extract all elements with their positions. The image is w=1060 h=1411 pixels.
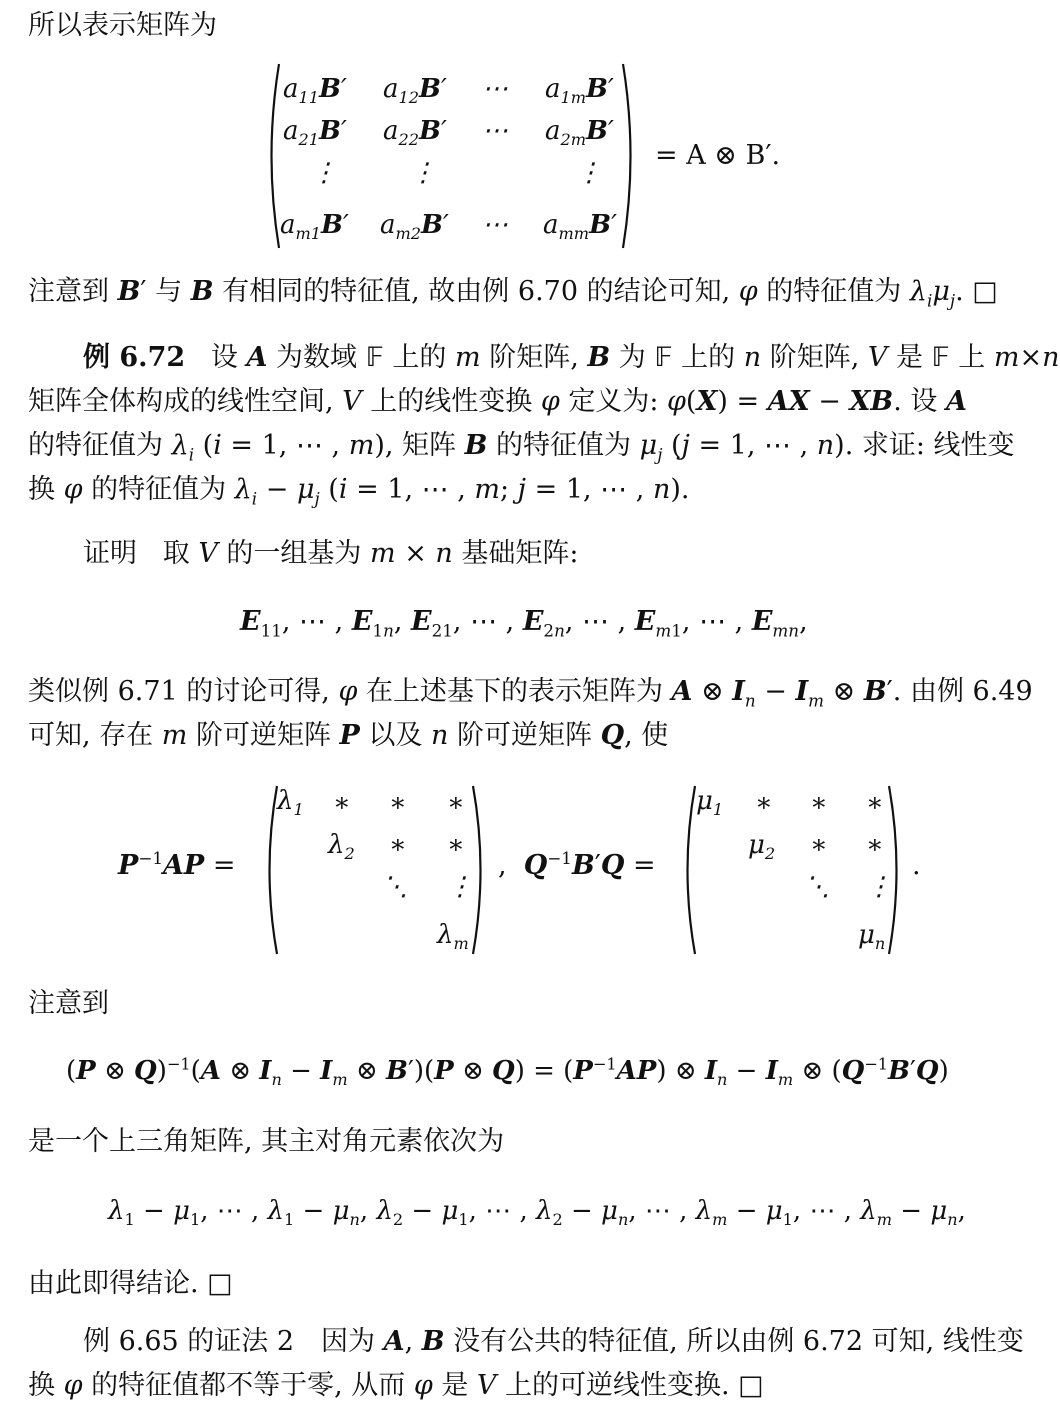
matrix-cell: $a_{m2}B'$ (380, 210, 449, 244)
kron-identity: (P ⊗ Q)$^{-1}$(A ⊗ $I_n - I_m$ ⊗ B′)(P ⊗ $Q) = (P^{-1}AP)$ ⊗ $I_n - I_m$ ⊗ $(Q^{-1}B'Q)$ (66, 1054, 949, 1090)
matrix-cell: ∗ (810, 830, 828, 860)
matrix-cell: ∗ (333, 788, 351, 818)
method2-line-2: 换 φ 的特征值都不等于零, 从而 φ 是 V 上的可逆线性变换. □ (28, 1370, 764, 1401)
conclusion-line: 由此即得结论. □ (28, 1268, 233, 1299)
matrix-cell: ⋮ (447, 872, 473, 902)
proof-line-1: 证明 取 V 的一组基为 m × n 基础矩阵: (83, 538, 579, 569)
example-line-4: 换 φ 的特征值为 $\lambda_i - \mu_j$ (i = 1, ⋯ , m; j = 1, ⋯ , n). (28, 474, 690, 509)
example-line-3: 的特征值为 $\lambda_i$ (i = 1, ⋯ , m), 矩阵 B 的特征值为 $\mu_j$ (j = 1, ⋯ , n). 求证: 线性变 (28, 430, 1015, 465)
example-label: 例 6.72 (83, 342, 186, 373)
matrix-cell: ⋮ (311, 158, 337, 188)
matrix-cell: ⋮ (410, 158, 436, 188)
matrix-cell: $\mu_1$ (696, 786, 724, 820)
example-line-1: 例 6.72 设 A 为数域 𝔽 上的 m 阶矩阵, B 为 𝔽 上的 n 阶矩阵, V 是 𝔽 上 m×n (83, 342, 1060, 373)
matrix-cell: $a_{12}B'$ (383, 74, 447, 108)
matrix-cell: $\lambda_2$ (328, 830, 355, 864)
note-line: 注意到 B′ 与 B 有相同的特征值, 故由例 6.70 的结论可知, φ 的特征值为 $\lambda_i\mu_j$. □ (28, 276, 998, 311)
matrix-cell: ⋯ (482, 116, 508, 146)
note2-line: 注意到 (28, 988, 109, 1019)
matrix-cell: $\mu_2$ (748, 830, 776, 864)
matrix-cell: $a_{2m}B'$ (545, 116, 614, 150)
example-line-2: 矩阵全体构成的线性空间, V 上的线性变换 φ 定义为: φ(X) = AX − XB. 设 A (28, 386, 967, 417)
matrix-cell: $a_{m1}B'$ (280, 210, 349, 244)
kron-equals: = A ⊗ B′. (655, 140, 781, 171)
left-paren (262, 62, 282, 250)
matrix-cell: ∗ (866, 788, 884, 818)
basis-list: $E_{11}$, ⋯ , $E_{1n}$, $E_{21}$, ⋯ , $E_{2n}$, ⋯ , $E_{m1}$, ⋯ , $E_{mn}$, (240, 606, 808, 641)
left-paren (678, 784, 698, 956)
right-paren (886, 784, 906, 956)
matrix-cell: ∗ (866, 830, 884, 860)
matrix-cell: ∗ (810, 788, 828, 818)
matrix-cell: ⋯ (482, 74, 508, 104)
proof-line-2: 类似例 6.71 的讨论可得, φ 在上述基下的表示矩阵为 A ⊗ $I_n - I_m$ ⊗ B′. 由例 6.49 (28, 676, 1033, 711)
right-paren (470, 784, 490, 956)
qbq-lhs: , $Q^{-1}B'Q$ = (498, 848, 656, 881)
matrix-cell: ∗ (755, 788, 773, 818)
matrix-cell: ⋱ (382, 872, 408, 902)
upper-line: 是一个上三角矩阵, 其主对角元素依次为 (28, 1126, 505, 1157)
matrix-cell: $a_{11}B'$ (283, 74, 347, 108)
period: . (912, 850, 921, 881)
matrix-cell: ∗ (389, 788, 407, 818)
matrix-cell: $a_{22}B'$ (383, 116, 447, 150)
matrix-cell: $\lambda_1$ (277, 786, 304, 820)
pap-lhs: $P^{-1}AP$ = (118, 848, 236, 881)
diagonal-list: $\lambda_1 - \mu_1$, ⋯ , $\lambda_1 - \mu_n$, $\lambda_2 - \mu_1$, ⋯ , $\lambda_2 - \mu_n$, ⋯ , $\lambda_m - \mu_1$, ⋯ , $\lambda_m - \mu_n$, (108, 1196, 966, 1230)
right-paren (620, 62, 640, 250)
matrix-cell: $a_{1m}B'$ (545, 74, 614, 108)
matrix-cell: $a_{21}B'$ (283, 116, 347, 150)
matrix-cell: $a_{mm}B'$ (543, 210, 617, 244)
matrix-cell: ⋮ (866, 872, 892, 902)
matrix-cell: ∗ (447, 788, 465, 818)
matrix-cell: $\mu_n$ (858, 920, 886, 954)
matrix-cell: ⋮ (576, 158, 602, 188)
matrix-cell: $\lambda_m$ (437, 920, 469, 954)
matrix-cell: ∗ (389, 830, 407, 860)
matrix-cell: ∗ (447, 830, 465, 860)
matrix-cell: ⋯ (482, 210, 508, 240)
proof-label: 证明 (83, 538, 137, 569)
intro-line: 所以表示矩阵为 (28, 10, 217, 41)
method2-line-1: 例 6.65 的证法 2 因为 A, B 没有公共的特征值, 所以由例 6.72 可知, 线性变 (83, 1326, 1024, 1357)
matrix-cell: ⋱ (804, 872, 830, 902)
proof-line-3: 可知, 存在 m 阶可逆矩阵 P 以及 n 阶可逆矩阵 Q, 使 (28, 720, 669, 751)
